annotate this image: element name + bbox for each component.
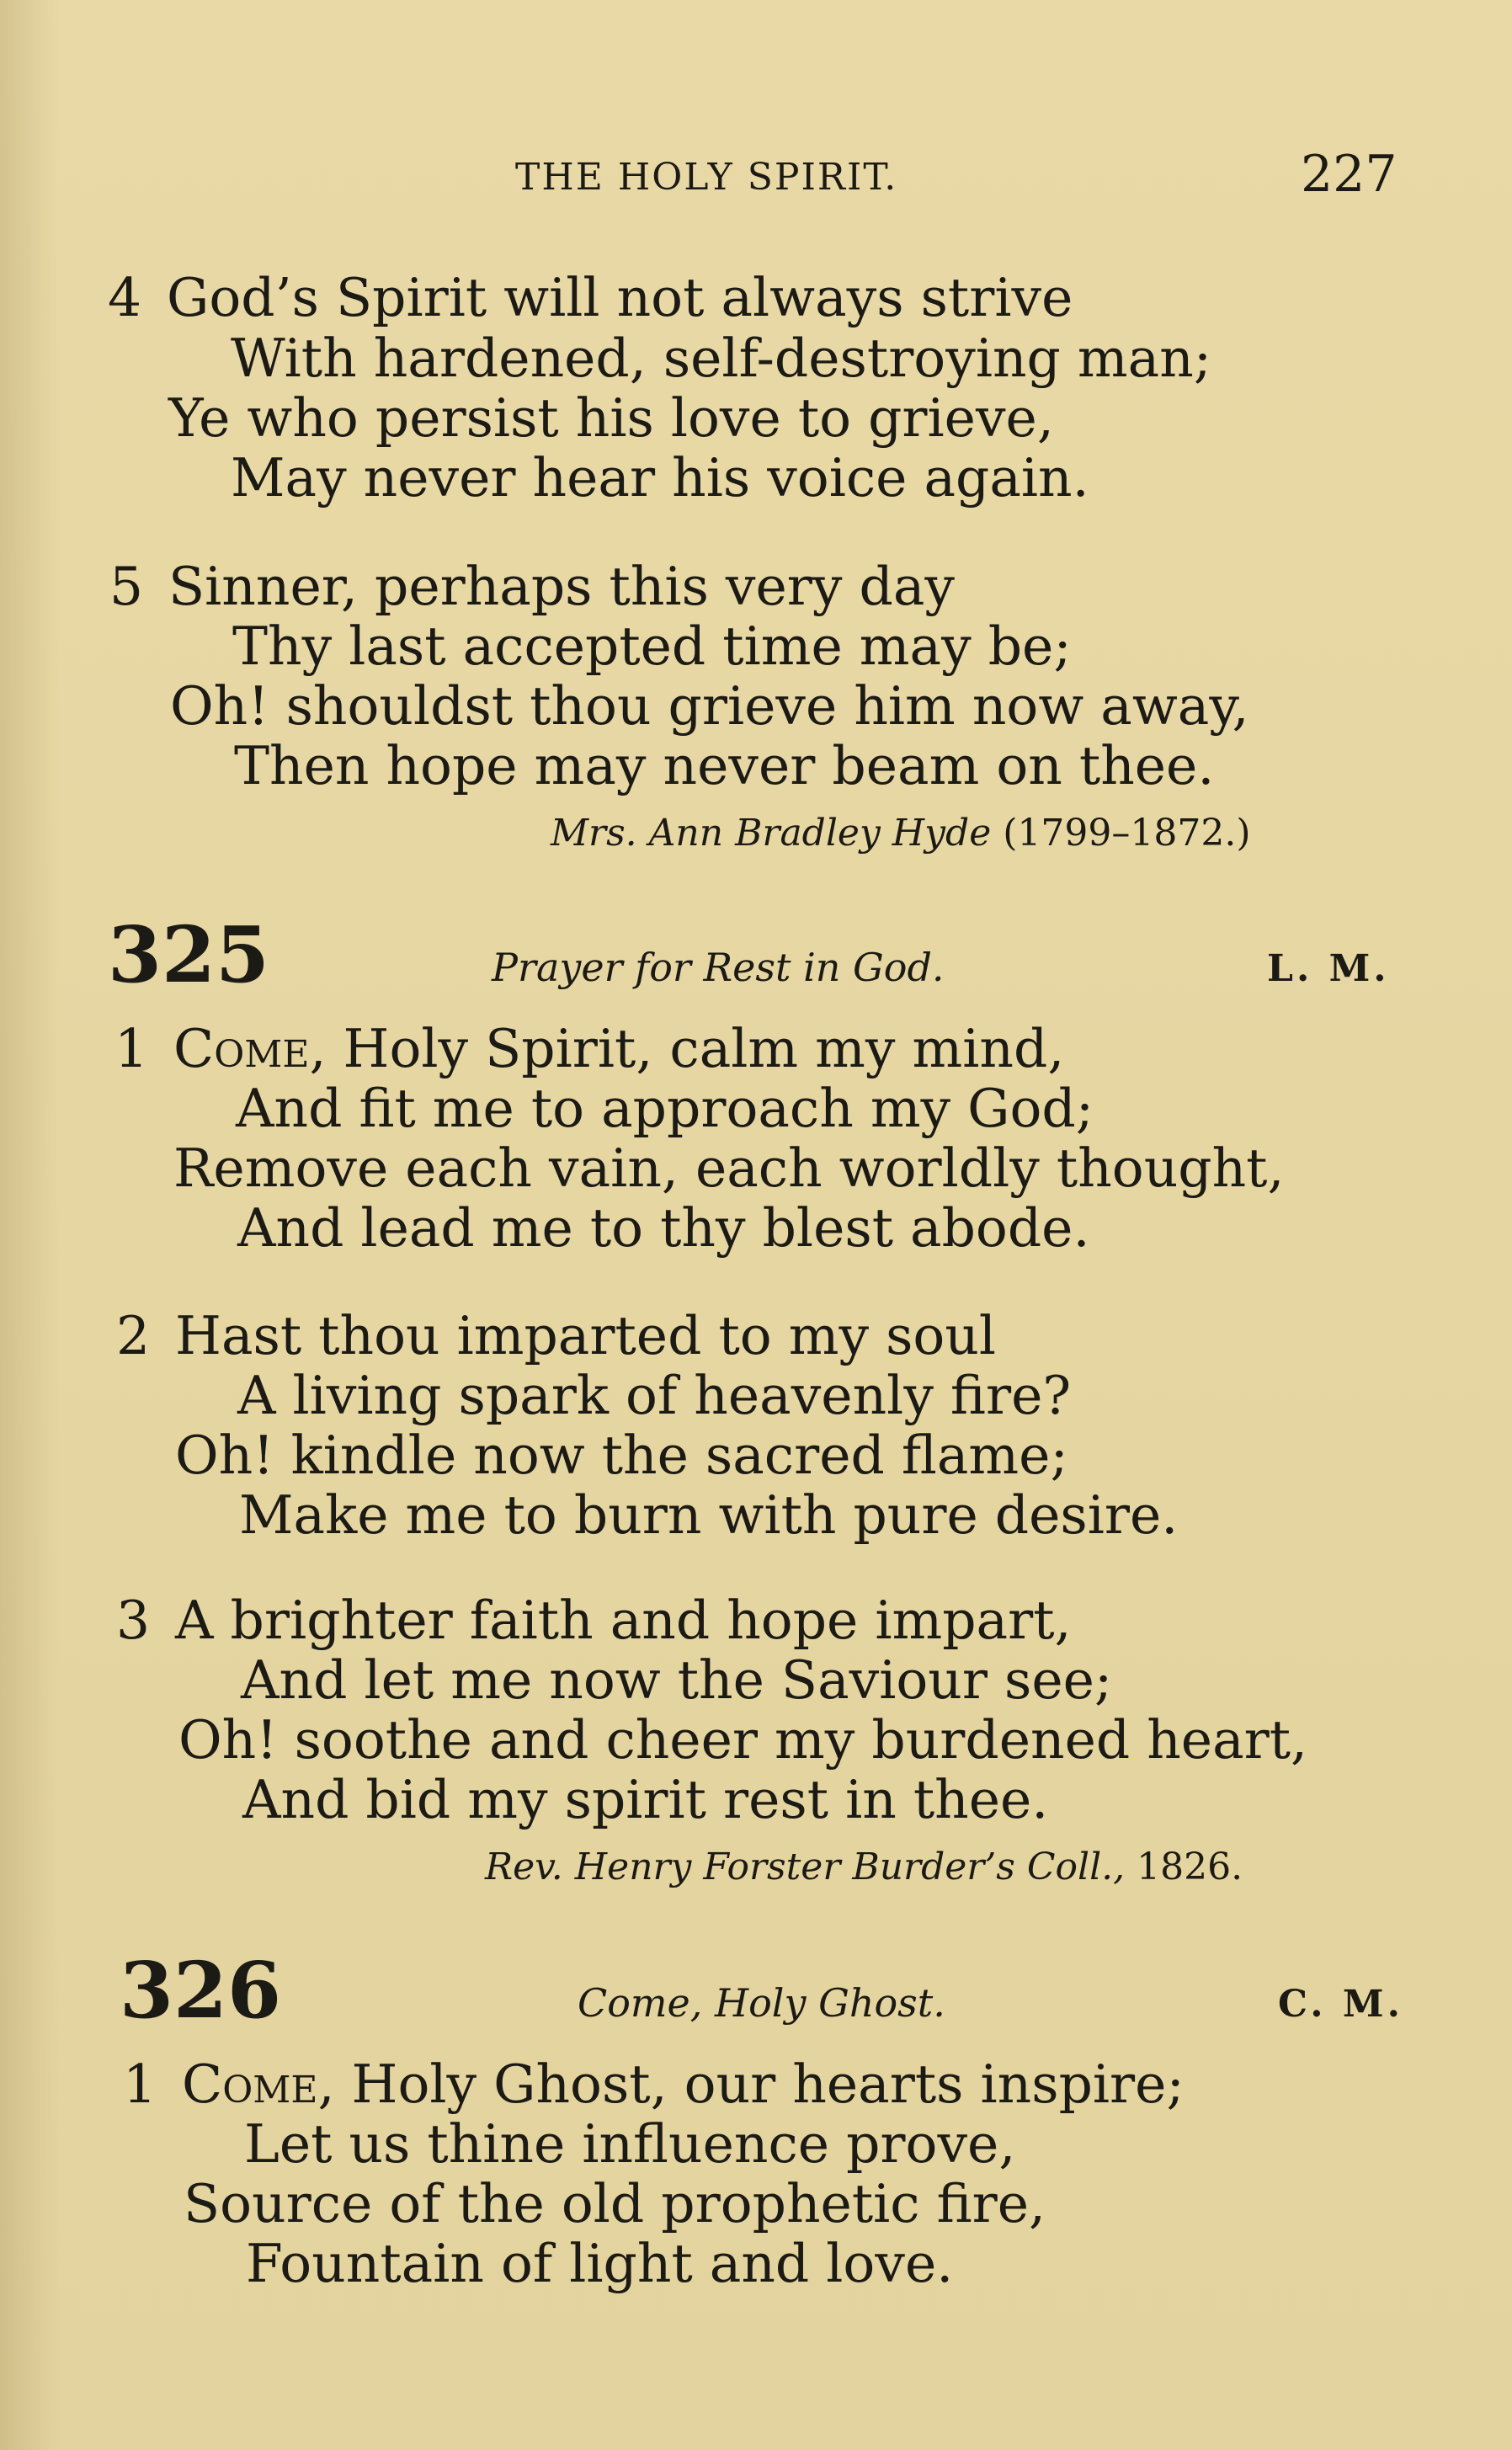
- stanza-line: 5 Sinner, perhaps this very day: [109, 556, 956, 617]
- stanza-line: 1 Come, Holy Spirit, calm my mind,: [114, 1018, 1065, 1079]
- stanza-line: And fit me to approach my God;: [236, 1078, 1094, 1139]
- stanza-line: Remove each vain, each worldly thought,: [173, 1137, 1285, 1199]
- stanza-number: 3: [116, 1590, 151, 1651]
- page-number: 227: [1301, 145, 1398, 204]
- stanza-line: 1 Come, Holy Ghost, our hearts inspire;: [123, 2053, 1185, 2115]
- hymn-number: 326: [120, 1945, 282, 2036]
- stanza-line: Make me to burn with pure desire.: [239, 1484, 1179, 1546]
- hymn-attribution: Rev. Henry Forster Burder’s Coll., 1826.: [485, 1845, 1243, 1888]
- stanza-number: 1: [123, 2053, 157, 2115]
- stanza-line: With hardened, self-destroying man;: [231, 328, 1212, 389]
- running-head: THE HOLY SPIRIT.: [515, 156, 898, 199]
- stanza-line: And lead me to thy blest abode.: [237, 1197, 1090, 1259]
- stanza-number: 2: [116, 1305, 151, 1366]
- stanza-number: 4: [108, 267, 142, 328]
- stanza-line: Oh! soothe and cheer my burdened heart,: [178, 1709, 1308, 1771]
- stanza-line: Source of the old prophetic fire,: [184, 2173, 1046, 2234]
- stanza-line: And let me now the Saviour see;: [241, 1649, 1113, 1711]
- hymn-meter: L. M.: [1267, 947, 1390, 990]
- stanza-line: Let us thine influence prove,: [244, 2113, 1016, 2175]
- stanza-number: 1: [114, 1018, 149, 1079]
- stanza-line: 2 Hast thou imparted to my soul: [116, 1305, 997, 1366]
- stanza-line: 4 God’s Spirit will not always strive: [108, 267, 1073, 328]
- stanza-line: And bid my spirit rest in thee.: [242, 1769, 1049, 1830]
- stanza-line: Fountain of light and love.: [246, 2233, 954, 2294]
- hymn-meter: C. M.: [1278, 1983, 1403, 2026]
- stanza-line: 3 A brighter faith and hope impart,: [116, 1590, 1072, 1651]
- stanza-line: Thy last accepted time may be;: [232, 615, 1072, 677]
- stanza-line: Oh! shouldst thou grieve him now away,: [170, 675, 1249, 737]
- stanza-line: Then hope may never beam on thee.: [234, 735, 1215, 796]
- hymn-attribution: Mrs. Ann Bradley Hyde (1799–1872.): [551, 812, 1251, 855]
- stanza-line: A living spark of heavenly fire?: [237, 1365, 1072, 1426]
- hymn-title: Come, Holy Ghost.: [578, 1980, 945, 2026]
- hymn-title: Prayer for Rest in God.: [492, 945, 945, 990]
- hymn-number: 325: [108, 909, 270, 1000]
- stanza-number: 5: [109, 556, 144, 617]
- stanza-line: May never hear his voice again.: [231, 447, 1089, 509]
- stanza-line: Ye who persist his love to grieve,: [168, 387, 1054, 449]
- stanza-line: Oh! kindle now the sacred flame;: [175, 1425, 1068, 1486]
